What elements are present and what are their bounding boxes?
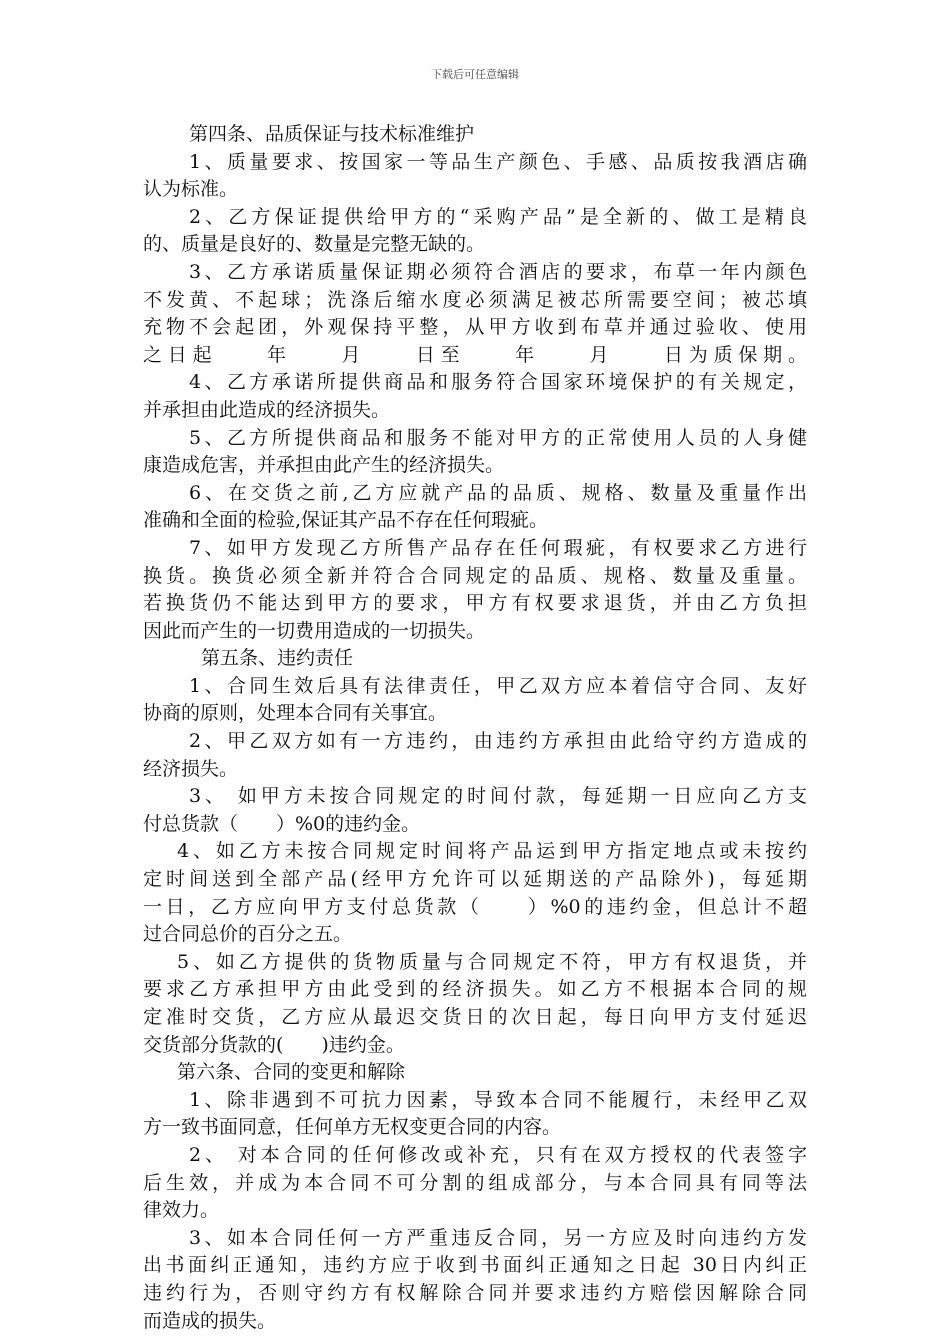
text-line: 2、 对本合同的任何修改或补充，只有在双方授权的代表签字: [189, 1143, 807, 1166]
text-line: 6、在交货之前,乙方应就产品的品质、规格、数量及重量作出: [189, 481, 807, 504]
text-line: 1、合同生效后具有法律责任，甲乙双方应本着信守合同、友好: [189, 674, 807, 697]
text-line: 认为标准。: [143, 178, 239, 201]
text-line: 因此而产生的一切费用造成的一切损失。: [143, 619, 486, 642]
text-line: 充物不会起团，外观保持平整，从甲方收到布草并通过验收、使用: [143, 316, 807, 339]
text-line: 过合同总价的百分之五。: [143, 923, 353, 946]
text-line: 换货。换货必须全新并符合合同规定的品质、规格、数量及重量。: [143, 564, 807, 587]
text-line: 3、 如甲方未按合同规定的时间付款，每延期一日应向乙方支: [189, 785, 807, 808]
text-line: 第五条、违约责任: [201, 647, 354, 670]
text-line: 3、乙方承诺质量保证期必须符合酒店的要求，布草一年内颜色: [189, 260, 807, 283]
text-line: 而造成的损失。: [143, 1309, 277, 1332]
text-line: 后生效，并成为本合同不可分割的组成部分，与本合同具有同等法: [143, 1171, 807, 1194]
text-line: 2、乙方保证提供给甲方的“采购产品”是全新的、做工是精良: [189, 205, 807, 228]
text-line: 一日，乙方应向甲方支付总货款（ ）%0的违约金，但总计不超: [143, 895, 807, 918]
text-line: 要求乙方承担甲方由此受到的经济损失。如乙方不根据本合同的规: [143, 978, 807, 1001]
text-line: 并承担由此造成的经济损失。: [143, 398, 391, 421]
document-body: [143, 121, 807, 1335]
text-line: 若换货仍不能达到甲方的要求，甲方有权要求退货，并由乙方负担: [143, 592, 807, 615]
text-line: 的、质量是良好的、数量是完整无缺的。: [143, 233, 486, 256]
text-line: 准确和全面的检验,保证其产品不存在任何瑕疵。: [143, 509, 549, 532]
text-line: 7、如甲方发现乙方所售产品存在任何瑕疵，有权要求乙方进行: [189, 536, 807, 559]
text-line: 方一致书面同意，任何单方无权变更合同的内容。: [143, 1116, 562, 1139]
text-line: 4、乙方承诺所提供商品和服务符合国家环境保护的有关规定，: [189, 371, 807, 394]
text-line: 2、甲乙双方如有一方违约，由违约方承担由此给守约方造成的: [189, 730, 807, 753]
page-header: 下载后可任意编辑: [431, 68, 519, 81]
text-line: 第六条、合同的变更和解除: [177, 1061, 406, 1084]
text-line: 4、如乙方未按合同规定时间将产品运到甲方指定地点或未按约: [177, 840, 807, 863]
text-line: 经济损失。: [143, 757, 239, 780]
text-line: 定准时交货，乙方应从最迟交货日的次日起，每日向甲方支付延迟: [143, 1006, 807, 1028]
text-line: 定时间送到全部产品(经甲方允许可以延期送的产品除外)，每延期: [143, 868, 807, 891]
text-line: 5、如乙方提供的货物质量与合同规定不符，甲方有权退货，并: [177, 950, 807, 973]
text-line: 不发黄、不起球；洗涤后缩水度必须满足被芯所需要空间；被芯填: [143, 288, 807, 311]
text-line: 出书面纠正通知，违约方应于收到书面纠正通知之日起 30日内纠正: [143, 1254, 807, 1277]
text-line: 3、如本合同任何一方严重违反合同，另一方应及时向违约方发: [189, 1226, 807, 1249]
text-line: 交货部分货款的( )违约金。: [143, 1033, 405, 1056]
text-line: 之日起 年 月 日至 年 月 日为质保期。: [143, 343, 807, 366]
text-line: 5、乙方所提供商品和服务不能对甲方的正常使用人员的人身健: [189, 426, 807, 449]
text-line: 协商的原则，处理本合同有关事宜。: [143, 702, 448, 725]
text-line: 付总货款（ ）%0的违约金。: [143, 812, 421, 835]
text-line: 康造成危害，并承担由此产生的经济损失。: [143, 454, 505, 477]
text-line: 违约行为，否则守约方有权解除合同并要求违约方赔偿因解除合同: [143, 1281, 807, 1304]
text-line: 1、除非遇到不可抗力因素，导致本合同不能履行，未经甲乙双: [189, 1088, 807, 1111]
text-line: 1、质量要求、按国家一等品生产颜色、手感、品质按我酒店确: [189, 150, 807, 173]
text-line: 律效力。: [143, 1199, 220, 1222]
text-line: 第四条、品质保证与技术标准维护: [189, 123, 475, 145]
